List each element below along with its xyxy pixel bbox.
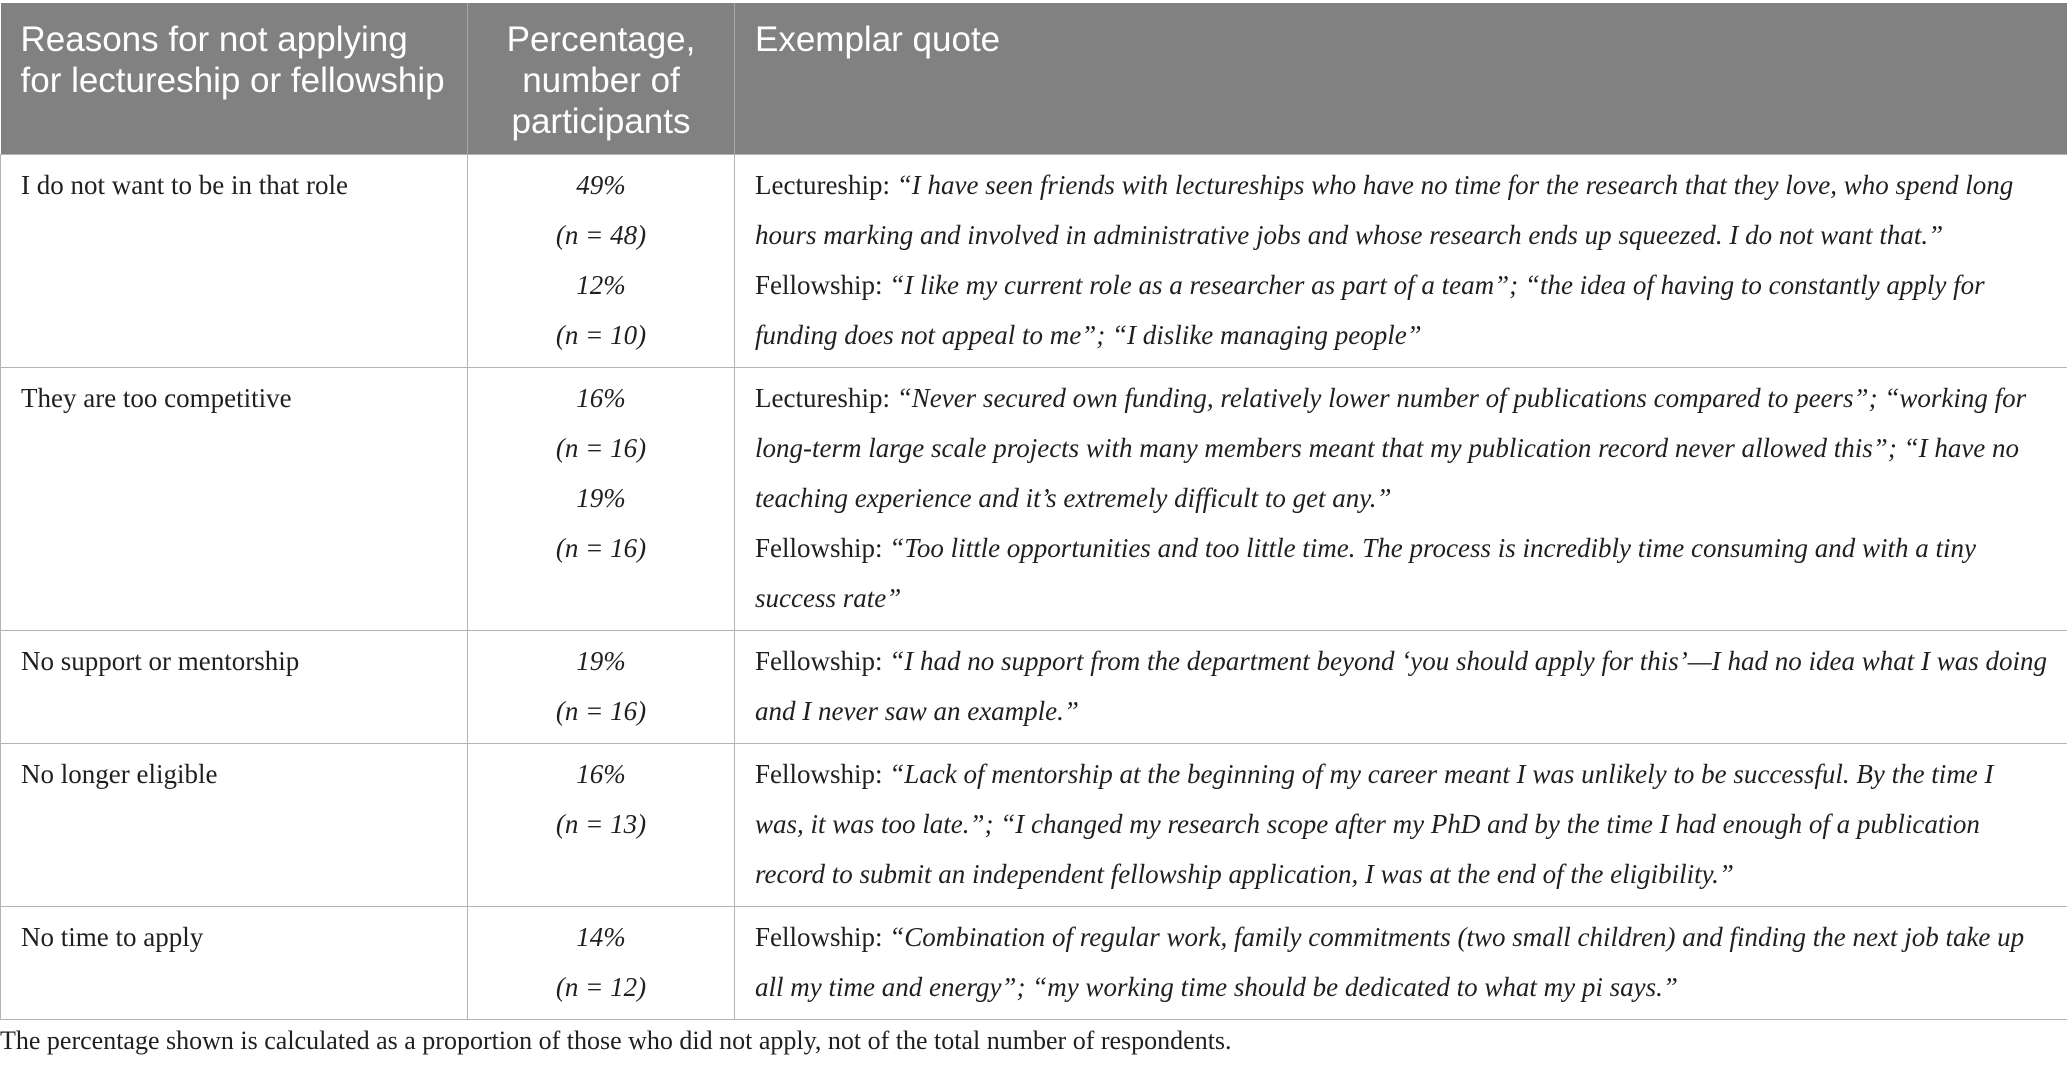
quote-entry: [755, 523, 2047, 623]
exemplar-quote-cell: [735, 368, 2067, 631]
quote-entry: [755, 373, 2047, 523]
reason-cell: They are too competitive: [1, 368, 468, 631]
quote-label: Fellowship:: [755, 533, 890, 563]
reason-cell: I do not want to be in that role: [1, 155, 468, 368]
reasons-table-container: [0, 3, 2067, 1020]
reason-cell: No longer eligible: [1, 744, 468, 907]
table-row: [1, 631, 2067, 744]
quote-label: Fellowship:: [755, 922, 890, 952]
percentage-cell: [468, 155, 735, 368]
participant-count: (n = 10): [555, 320, 647, 350]
reason-cell: No support or mentorship: [1, 631, 468, 744]
table-header: [1, 3, 2067, 155]
participant-count: (n = 12): [555, 972, 647, 1002]
header-reasons: Reasons for not applying for lectureship or fellowship: [1, 3, 468, 155]
participant-count: (n = 16): [555, 533, 647, 563]
reasons-table: [0, 3, 2067, 1020]
quote-text: “Too little opportunities and too little time. The process is incredibly time consuming and with a tiny success rate”: [755, 533, 1976, 613]
quote-label: Fellowship:: [755, 270, 890, 300]
percentage-value: 14%: [576, 922, 626, 952]
quote-label: Fellowship:: [755, 759, 890, 789]
table-row: [1, 744, 2067, 907]
quote-label: Fellowship:: [755, 646, 890, 676]
participant-count: (n = 16): [555, 696, 647, 726]
participant-count: (n = 16): [555, 433, 647, 463]
percentage-cell: [468, 744, 735, 907]
quote-entry: [755, 636, 2047, 736]
table-footnote: The percentage shown is calculated as a proportion of those who did not apply, not of the total number of respondents.: [0, 1026, 1232, 1055]
percentage-cell: [468, 631, 735, 744]
percentage-value: 19%: [576, 646, 626, 676]
table-row: [1, 368, 2067, 631]
table-row: [1, 907, 2067, 1020]
percentage-cell: [468, 368, 735, 631]
table-row: [1, 155, 2067, 368]
quote-text: “Never secured own funding, relatively lower number of publications compared to peers”; “working for long-term large scale projects with many members meant that my publication record never allowed this”; “I have no teaching experience and it’s extremely difficult to get any.”: [755, 383, 2027, 513]
participant-count: (n = 48): [555, 220, 647, 250]
quote-entry: [755, 912, 2047, 1012]
quote-entry: [755, 260, 2047, 360]
header-row: [1, 3, 2067, 155]
exemplar-quote-cell: [735, 744, 2067, 907]
percentage-value: 16%: [576, 383, 626, 413]
quote-text: “Lack of mentorship at the beginning of my career meant I was unlikely to be successful. By the time I was, it was too late.”; “I changed my research scope after my PhD and by the time I had enough of a publication record to submit an independent fellowship application, I was at the end of the eligibility.”: [755, 759, 1994, 889]
percentage-value: 16%: [576, 759, 626, 789]
quote-entry: [755, 749, 2047, 899]
quote-text: “I have seen friends with lectureships who have no time for the research that they love, who spend long hours marking and involved in administrative jobs and whose research ends up squeezed. I do not want that.”: [755, 170, 2014, 250]
exemplar-quote-cell: [735, 907, 2067, 1020]
quote-entry: [755, 160, 2047, 260]
quote-label: Lectureship:: [755, 383, 897, 413]
percentage-value: 19%: [576, 483, 626, 513]
quote-text: “Combination of regular work, family commitments (two small children) and finding the next job take up all my time and energy”; “my working time should be dedicated to what my pi says.”: [755, 922, 2025, 1002]
header-percentage: Percentage, number of participants: [468, 3, 735, 155]
percentage-value: 49%: [576, 170, 626, 200]
exemplar-quote-cell: [735, 155, 2067, 368]
participant-count: (n = 13): [555, 809, 647, 839]
percentage-cell: [468, 907, 735, 1020]
exemplar-quote-cell: [735, 631, 2067, 744]
reason-cell: No time to apply: [1, 907, 468, 1020]
quote-text: “I had no support from the department beyond ‘you should apply for this’—I had no idea what I was doing and I never saw an example.”: [755, 646, 2047, 726]
quote-text: “I like my current role as a researcher as part of a team”; “the idea of having to constantly apply for funding does not appeal to me”; “I dislike managing people”: [755, 270, 1985, 350]
header-exemplar-quote: Exemplar quote: [735, 3, 2067, 155]
percentage-value: 12%: [576, 270, 626, 300]
quote-label: Lectureship:: [755, 170, 897, 200]
table-body: [1, 155, 2067, 1020]
